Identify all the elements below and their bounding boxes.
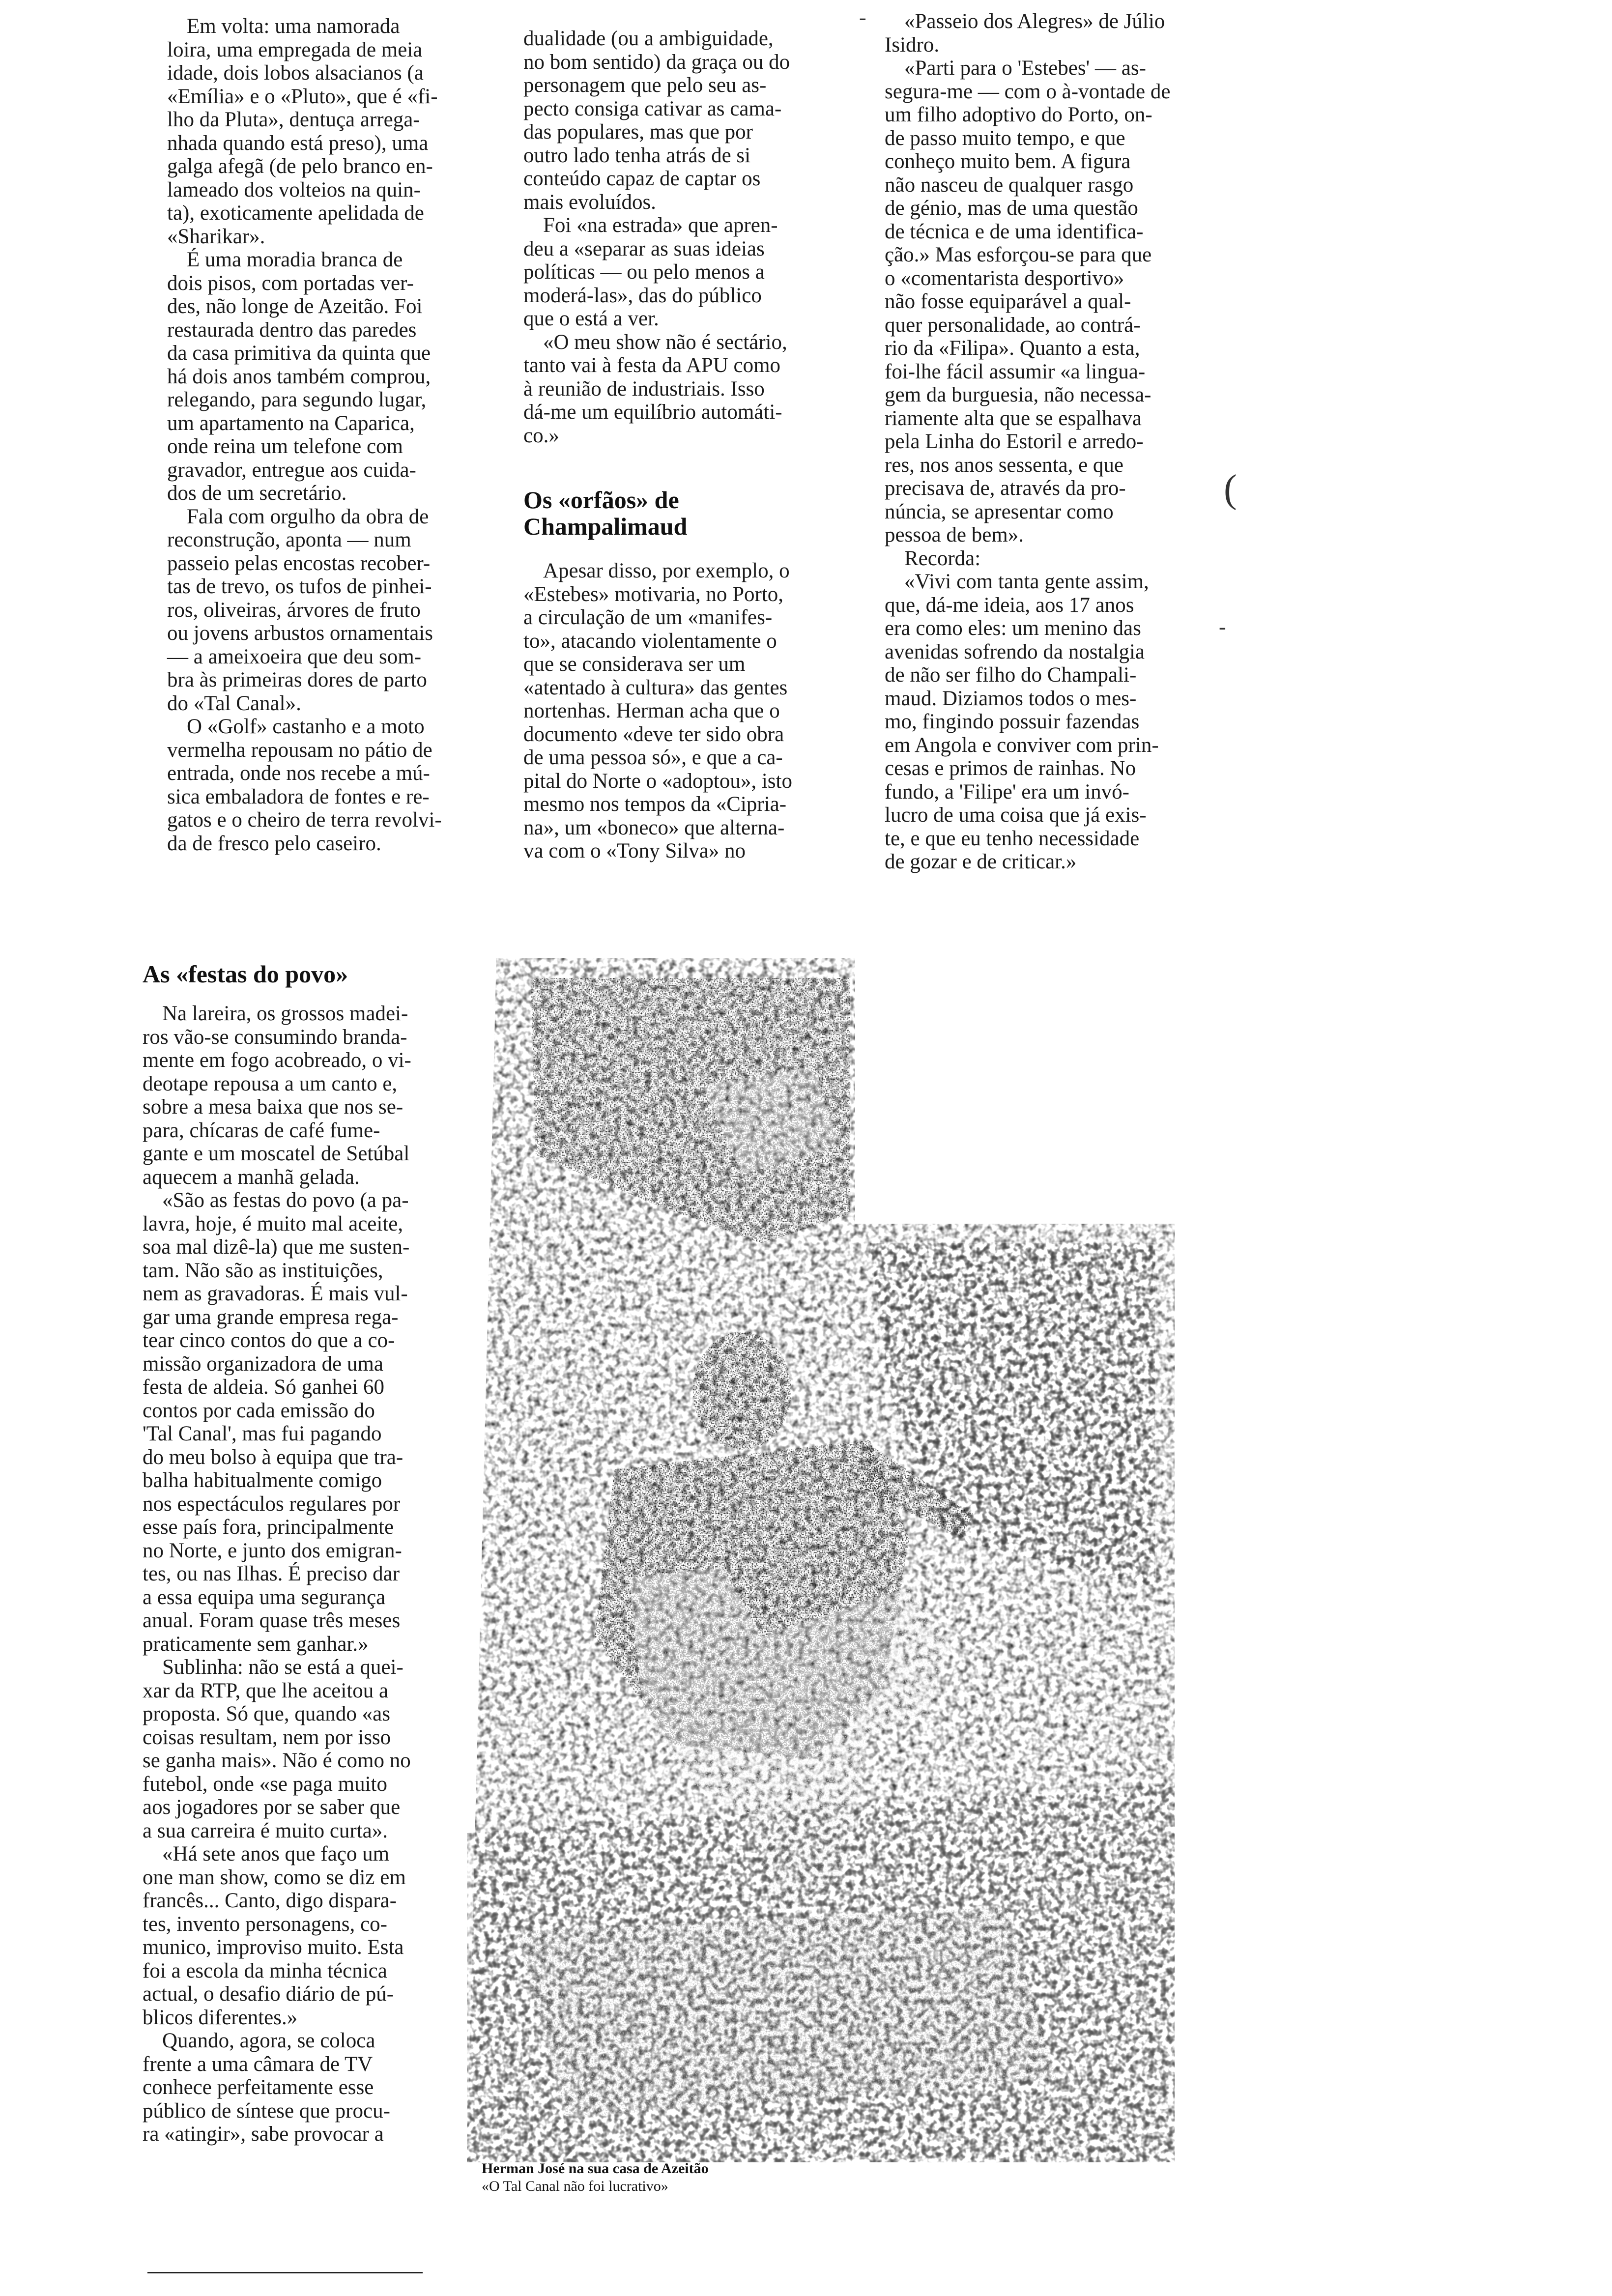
paragraph: «Vivi com tanta gente assim, que, dá-me ideia, aos 17 anos era como eles: um menino das avenidas sofrendo da nostalgia de não ser filho do Champali- maud. Diziamos todos o mes- mo, fingindo possuir fazendas em Angola e conviver com prin- cesas e primos de rainhas. No fundo, a 'Filipe' era um invó- lucro de uma coisa que já exis- te, e que eu tenho necessidade de gozar e de criticar.»	[885, 570, 1159, 873]
paragraph: Na lareira, os grossos madei- ros vão-se consumindo branda- mente em fogo acobreado, o vi- deotape repousa a um canto e, sobre a mesa baixa que nos se- para, chícaras de café fume- gante e um moscatel de Setúbal aquecem a manhã gelada.	[143, 1002, 411, 1189]
paragraph: «São as festas do povo (a pa- lavra, hoje, é muito mal aceite, soa mal dizê-la) que me susten- tam. Não são as instituições, nem as gravadoras. É mais vul- gar uma grande empresa rega- tear cinco contos do que a co- missão organizadora de uma festa de aldeia. Só ganhei 60 contos por cada emissão do 'Tal Canal', mas fui pagando do meu bolso à equipa que tra- balha habitualmente comigo nos espectáculos regulares por esse país fora, principalmente no Norte, e junto dos emigran- tes, ou nas Ilhas. É preciso dar a essa equipa uma segurança anual. Foram quase três meses praticamente sem ganhar.»	[143, 1189, 410, 1656]
paragraph: Foi «na estrada» que apren- deu a «separar as suas ideias políticas — ou pelo menos a moderá-las», das do público que o está a ver.	[523, 214, 778, 330]
paragraph: O «Golf» castanho e a moto vermelha repousam no pátio de entrada, onde nos recebe a mú- sica embaladora de fontes e re- gatos e o cheiro de terra revolvi- da de fresco pelo caseiro.	[167, 715, 442, 855]
margin-bracket: (	[1224, 467, 1237, 511]
column-end-rule	[147, 2272, 423, 2273]
photo-caption	[482, 2160, 973, 2195]
paragraph: É uma moradia branca de dois pisos, com portadas ver- des, não longe de Azeitão. Foi restaurada dentro das paredes da casa primitiva da quinta que há dois anos também comprou, relegando, para segundo lugar, um apartamento na Caparica, onde reina um telefone com gravador, entregue aos cuida- dos de um secretário.	[167, 248, 431, 505]
paragraph: «Há sete anos que faço um one man show, como se diz em francês... Canto, digo dispara- tes, invento personagens, co- munico, improviso muito. Esta foi a escola da minha técnica actual, o desafio diário de pú- blicos diferentes.»	[143, 1842, 406, 2029]
paragraph: Apesar disso, por exemplo, o «Estebes» motivaria, no Porto, a circulação de um «manifes- to», atacando violentamente o que se considerava ser um «atentado à cultura» das gentes nortenhas. Herman acha que o documento «deve ter sido obra de uma pessoa só», e que a ca- pital do Norte o «adoptou», isto mesmo nos tempos da «Cipria- na», um «boneco» que alterna- va com o «Tony Silva» no	[523, 559, 792, 862]
paragraph: Fala com orgulho da obra de reconstrução, aponta — num passeio pelas encostas recober- tas de trevo, os tufos de pinhei- ros, oliveiras, árvores de fruto ou jovens arbustos ornamentais — a ameixoeira que deu som- bra às primeiras dores de parto do «Tal Canal».	[167, 505, 433, 715]
paragraph: Em volta: uma namorada loira, uma empregada de meia idade, dois lobos alsacianos (a «Emília» e o «Pluto», que é «fi- lho da Pluta», dentuça arrega- nhada quando está preso), uma galga afegã (de pelo branco en- lameado dos volteios na quin- ta), exoticamente apelidada de «Sharikar».	[167, 15, 438, 248]
paragraph: «O meu show não é sectário, tanto vai à festa da APU como à reunião de industriais. Isso dá-me um equilíbrio automáti- co.»	[523, 330, 787, 447]
paragraph: Sublinha: não se está a quei- xar da RTP, que lhe aceitou a proposta. Só que, quando «as coisas resultam, nem por isso se ganha mais». Não é como no futebol, onde «se paga muito aos jogadores por se saber que a sua carreira é muito curta».	[143, 1656, 411, 1842]
column-1-bottom	[143, 961, 447, 2146]
paragraph: dualidade (ou a ambiguidade, no bom sentido) da graça ou do personagem que pelo seu as- pecto consiga cativar as cama- das populares, mas que por outro lado tenha atrás de si conteúdo capaz de captar os mais evoluídos.	[523, 27, 790, 214]
column-3-top	[885, 10, 1214, 874]
photo-image	[467, 948, 1175, 2162]
margin-mark: -	[1219, 615, 1226, 639]
column-2-top	[523, 27, 850, 863]
section-heading-festas: As «festas do povo»	[143, 960, 348, 988]
column-1-top	[167, 15, 520, 855]
paragraph: «Passeio dos Alegres» de Júlio Isidro.	[885, 10, 1165, 57]
margin-mark: -	[859, 5, 866, 29]
caption-bold-text: Herman José na sua casa de Azeitão	[482, 2160, 709, 2177]
photo-herman-jose	[467, 948, 1175, 2162]
section-heading-orfaos: Os «orfãos» de Champalimaud	[523, 486, 688, 540]
paragraph: Recorda:	[904, 546, 981, 570]
paragraph: «Parti para o 'Estebes' — as- segura-me — com o à-vontade de um filho adoptivo do Porto, on- de passo muito tempo, e que conheço muito bem. A figura não nasceu de qualquer rasgo de génio, mas de uma questão de técnica e de uma identifica- ção.» Mas esforçou-se para que o «comentarista desportivo» não fosse equiparável a qual- quer personalidade, ao contrá- rio da «Filipa». Quanto a esta, foi-lhe fácil assumir «a lingua- gem da burguesia, não necessa- riamente alta que se espalhava pela Linha do Estoril e arredo- res, nos anos sessenta, e que precisava de, através da pro- núncia, se apresentar como pessoa de bem».	[885, 57, 1171, 546]
paragraph: Quando, agora, se coloca frente a uma câmara de TV conhece perfeitamente esse público de síntese que procu- ra «atingir», sabe provocar a	[143, 2029, 390, 2146]
caption-line-bold	[482, 2160, 973, 2178]
caption-line: «O Tal Canal não foi lucrativo»	[482, 2178, 668, 2194]
